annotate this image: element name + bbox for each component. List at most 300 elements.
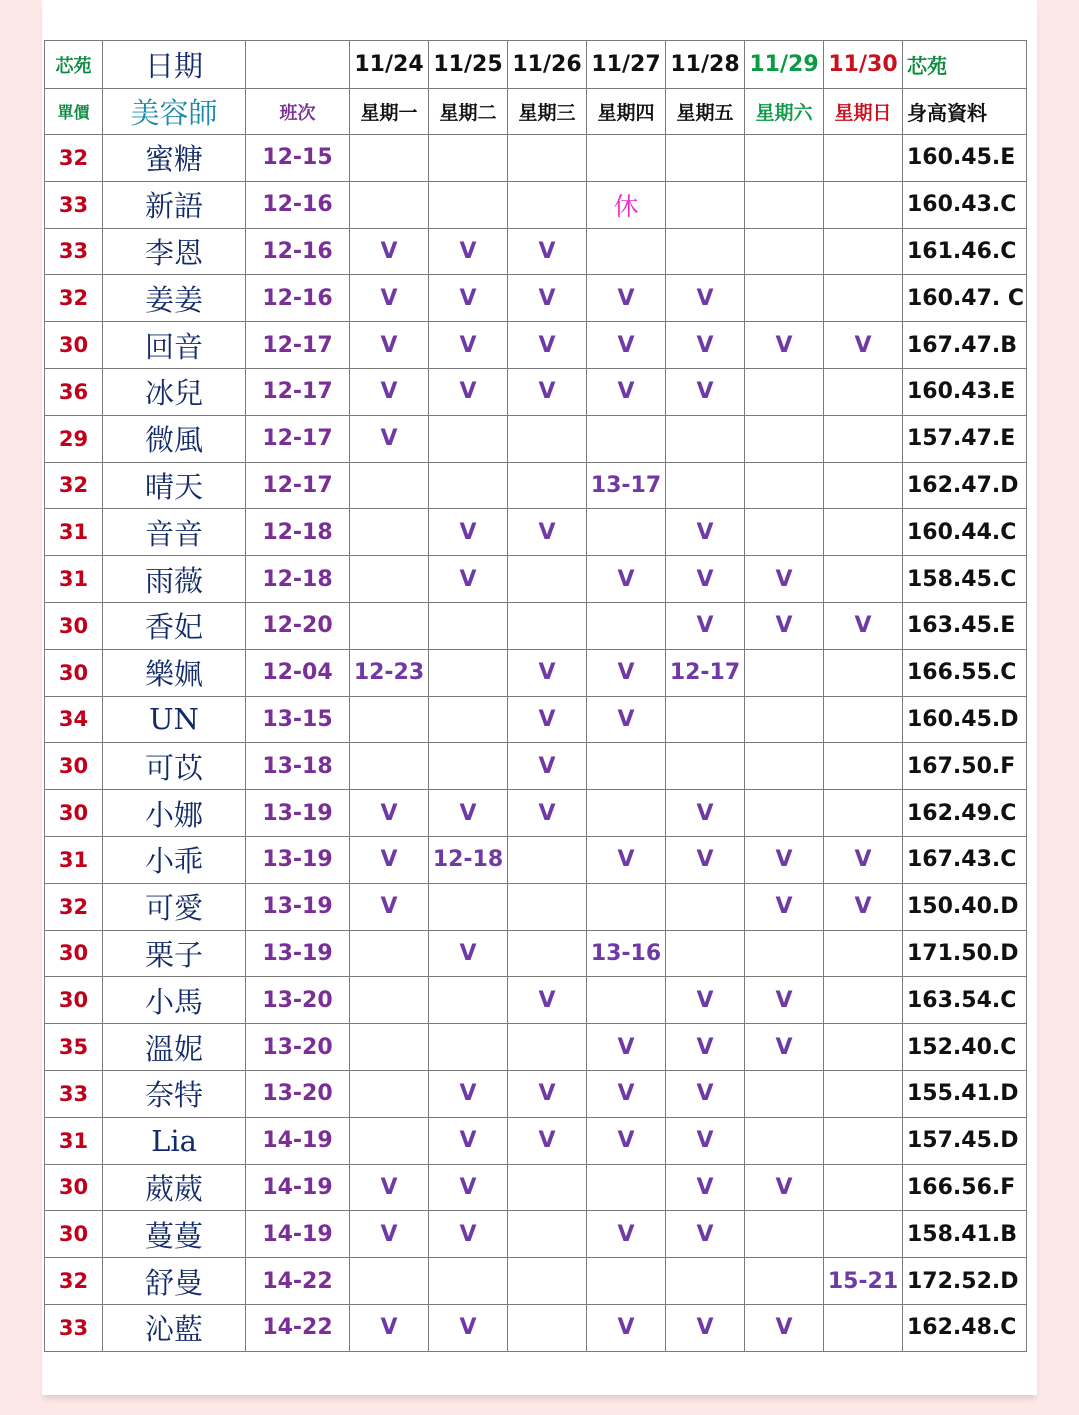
- day-cell-0: V: [350, 790, 429, 837]
- beautician-name-cell: 蔓蔓: [103, 1211, 246, 1258]
- date-header-2: 11/26: [508, 41, 587, 89]
- shift-cell: 12-17: [246, 368, 350, 415]
- day-cell-1: V: [429, 1117, 508, 1164]
- day-cell-4: [666, 883, 745, 930]
- shift-cell: 14-19: [246, 1117, 350, 1164]
- shift-cell: 13-19: [246, 790, 350, 837]
- day-cell-6: [824, 1164, 903, 1211]
- profile-label: 身高資料: [903, 89, 1027, 135]
- day-cell-0: V: [350, 322, 429, 369]
- beautician-name-cell: 可苡: [103, 743, 246, 790]
- day-cell-4: V: [666, 1164, 745, 1211]
- beautician-name-cell: 新語: [103, 181, 246, 228]
- shift-cell: 12-17: [246, 415, 350, 462]
- day-cell-1: [429, 602, 508, 649]
- day-cell-5: V: [745, 1164, 824, 1211]
- day-cell-5: V: [745, 883, 824, 930]
- day-cell-1: [429, 1258, 508, 1305]
- day-cell-4: [666, 930, 745, 977]
- unit-price-cell: 30: [45, 1211, 103, 1258]
- profile-cell: 172.52.D: [903, 1258, 1027, 1305]
- table-row: [45, 415, 1027, 462]
- day-cell-3: [587, 602, 666, 649]
- weekday-header-5: 星期六: [745, 89, 824, 135]
- day-cell-2: [508, 415, 587, 462]
- day-cell-2: V: [508, 509, 587, 556]
- unit-price-cell: 32: [45, 135, 103, 182]
- unit-price-cell: 32: [45, 275, 103, 322]
- day-cell-4: V: [666, 556, 745, 603]
- profile-cell: 152.40.C: [903, 1024, 1027, 1071]
- shift-cell: 13-19: [246, 883, 350, 930]
- beautician-name-cell: 李恩: [103, 228, 246, 275]
- brand-label-right: 芯苑: [903, 41, 1027, 89]
- profile-cell: 158.45.C: [903, 556, 1027, 603]
- day-cell-2: V: [508, 790, 587, 837]
- beautician-name-cell: 栗子: [103, 930, 246, 977]
- date-label: 日期: [103, 41, 246, 89]
- shift-cell: 13-19: [246, 930, 350, 977]
- table-row: [45, 743, 1027, 790]
- day-cell-6: [824, 556, 903, 603]
- day-cell-5: [745, 1117, 824, 1164]
- day-cell-0: [350, 930, 429, 977]
- shift-cell: 13-20: [246, 977, 350, 1024]
- shift-cell: 12-16: [246, 228, 350, 275]
- day-cell-2: V: [508, 368, 587, 415]
- table-row: [45, 1070, 1027, 1117]
- table-row: [45, 181, 1027, 228]
- shift-cell: 12-17: [246, 322, 350, 369]
- schedule-table: [44, 40, 1027, 1352]
- table-row: [45, 1258, 1027, 1305]
- day-cell-5: [745, 1070, 824, 1117]
- table-row: [45, 1164, 1027, 1211]
- day-cell-6: [824, 977, 903, 1024]
- shift-cell: 13-19: [246, 836, 350, 883]
- day-cell-3: V: [587, 368, 666, 415]
- day-cell-5: [745, 649, 824, 696]
- empty-header-cell: [246, 41, 350, 89]
- day-cell-2: [508, 1164, 587, 1211]
- day-cell-3: [587, 228, 666, 275]
- day-cell-4: [666, 696, 745, 743]
- beautician-name-cell: 微風: [103, 415, 246, 462]
- shift-cell: 13-18: [246, 743, 350, 790]
- unit-price-cell: 30: [45, 1164, 103, 1211]
- day-cell-0: V: [350, 883, 429, 930]
- shift-cell: 14-22: [246, 1258, 350, 1305]
- day-cell-3: [587, 1258, 666, 1305]
- unit-price-cell: 31: [45, 1117, 103, 1164]
- profile-cell: 161.46.C: [903, 228, 1027, 275]
- shift-label: 班次: [246, 89, 350, 135]
- day-cell-0: [350, 1024, 429, 1071]
- date-header-0: 11/24: [350, 41, 429, 89]
- day-cell-1: [429, 1024, 508, 1071]
- date-header-4: 11/28: [666, 41, 745, 89]
- day-cell-5: V: [745, 322, 824, 369]
- day-cell-5: V: [745, 1304, 824, 1351]
- unit-price-cell: 30: [45, 930, 103, 977]
- profile-cell: 162.47.D: [903, 462, 1027, 509]
- day-cell-0: [350, 556, 429, 603]
- profile-cell: 157.47.E: [903, 415, 1027, 462]
- day-cell-5: [745, 509, 824, 556]
- day-cell-2: [508, 930, 587, 977]
- date-header-5: 11/29: [745, 41, 824, 89]
- day-cell-1: V: [429, 228, 508, 275]
- day-cell-3: V: [587, 836, 666, 883]
- unit-price-cell: 36: [45, 368, 103, 415]
- table-row: [45, 649, 1027, 696]
- day-cell-3: 休: [587, 181, 666, 228]
- weekday-header-1: 星期二: [429, 89, 508, 135]
- day-cell-2: V: [508, 275, 587, 322]
- profile-cell: 155.41.D: [903, 1070, 1027, 1117]
- day-cell-6: [824, 181, 903, 228]
- profile-cell: 167.43.C: [903, 836, 1027, 883]
- beautician-name-cell: 音音: [103, 509, 246, 556]
- day-cell-6: [824, 790, 903, 837]
- weekday-header-3: 星期四: [587, 89, 666, 135]
- unit-price-cell: 33: [45, 228, 103, 275]
- day-cell-4: V: [666, 322, 745, 369]
- beautician-name-cell: 沁藍: [103, 1304, 246, 1351]
- day-cell-1: V: [429, 1070, 508, 1117]
- day-cell-2: [508, 883, 587, 930]
- day-cell-6: [824, 368, 903, 415]
- day-cell-4: V: [666, 275, 745, 322]
- unit-price-cell: 30: [45, 743, 103, 790]
- day-cell-6: [824, 696, 903, 743]
- day-cell-6: [824, 275, 903, 322]
- day-cell-5: [745, 415, 824, 462]
- day-cell-4: [666, 181, 745, 228]
- day-cell-0: [350, 1117, 429, 1164]
- day-cell-6: [824, 462, 903, 509]
- beautician-name-cell: 冰兒: [103, 368, 246, 415]
- day-cell-6: [824, 1211, 903, 1258]
- day-cell-5: [745, 790, 824, 837]
- day-cell-5: [745, 696, 824, 743]
- day-cell-2: V: [508, 743, 587, 790]
- day-cell-6: 15-21: [824, 1258, 903, 1305]
- day-cell-0: [350, 462, 429, 509]
- day-cell-6: [824, 1117, 903, 1164]
- unit-price-cell: 32: [45, 462, 103, 509]
- day-cell-0: [350, 602, 429, 649]
- table-row: [45, 1211, 1027, 1258]
- date-header-1: 11/25: [429, 41, 508, 89]
- date-header-6: 11/30: [824, 41, 903, 89]
- day-cell-1: V: [429, 275, 508, 322]
- day-cell-0: [350, 1258, 429, 1305]
- day-cell-4: [666, 743, 745, 790]
- table-row: [45, 1024, 1027, 1071]
- header-row-weekdays: [45, 89, 1027, 135]
- day-cell-1: [429, 977, 508, 1024]
- table-row: [45, 556, 1027, 603]
- beautician-name-cell: Lia: [103, 1117, 246, 1164]
- day-cell-3: V: [587, 696, 666, 743]
- day-cell-6: [824, 743, 903, 790]
- shift-cell: 13-15: [246, 696, 350, 743]
- day-cell-1: V: [429, 1304, 508, 1351]
- beautician-name-cell: 舒曼: [103, 1258, 246, 1305]
- unit-price-cell: 30: [45, 649, 103, 696]
- table-row: [45, 602, 1027, 649]
- day-cell-3: V: [587, 275, 666, 322]
- profile-cell: 163.45.E: [903, 602, 1027, 649]
- day-cell-0: V: [350, 836, 429, 883]
- day-cell-4: [666, 135, 745, 182]
- day-cell-4: V: [666, 790, 745, 837]
- beautician-name-cell: 姜姜: [103, 275, 246, 322]
- day-cell-2: V: [508, 1117, 587, 1164]
- day-cell-6: [824, 228, 903, 275]
- beautician-name-cell: 香妃: [103, 602, 246, 649]
- day-cell-0: V: [350, 1211, 429, 1258]
- day-cell-5: [745, 135, 824, 182]
- table-row: [45, 509, 1027, 556]
- profile-cell: 160.45.E: [903, 135, 1027, 182]
- unit-price-cell: 33: [45, 181, 103, 228]
- profile-cell: 166.55.C: [903, 649, 1027, 696]
- shift-cell: 13-20: [246, 1024, 350, 1071]
- unit-price-label: 單價: [45, 89, 103, 135]
- shift-cell: 12-18: [246, 509, 350, 556]
- brand-label-top: 芯苑: [45, 41, 103, 89]
- day-cell-1: V: [429, 556, 508, 603]
- day-cell-6: [824, 930, 903, 977]
- day-cell-3: V: [587, 1211, 666, 1258]
- day-cell-4: V: [666, 509, 745, 556]
- day-cell-3: 13-17: [587, 462, 666, 509]
- day-cell-0: [350, 977, 429, 1024]
- day-cell-2: [508, 602, 587, 649]
- day-cell-1: [429, 462, 508, 509]
- day-cell-0: V: [350, 415, 429, 462]
- day-cell-1: V: [429, 322, 508, 369]
- table-row: [45, 322, 1027, 369]
- day-cell-3: [587, 135, 666, 182]
- day-cell-5: [745, 743, 824, 790]
- day-cell-4: V: [666, 836, 745, 883]
- beautician-name-cell: 可愛: [103, 883, 246, 930]
- beautician-name-cell: 溫妮: [103, 1024, 246, 1071]
- day-cell-5: V: [745, 602, 824, 649]
- day-cell-1: V: [429, 368, 508, 415]
- day-cell-1: [429, 649, 508, 696]
- day-cell-0: 12-23: [350, 649, 429, 696]
- unit-price-cell: 30: [45, 790, 103, 837]
- day-cell-1: [429, 415, 508, 462]
- profile-cell: 167.50.F: [903, 743, 1027, 790]
- day-cell-4: [666, 415, 745, 462]
- beautician-name-cell: 晴天: [103, 462, 246, 509]
- day-cell-5: V: [745, 836, 824, 883]
- profile-cell: 166.56.F: [903, 1164, 1027, 1211]
- day-cell-2: [508, 135, 587, 182]
- day-cell-2: [508, 1024, 587, 1071]
- day-cell-5: [745, 368, 824, 415]
- day-cell-0: V: [350, 1304, 429, 1351]
- profile-cell: 160.47. C: [903, 275, 1027, 322]
- day-cell-2: V: [508, 228, 587, 275]
- table-row: [45, 1304, 1027, 1351]
- day-cell-4: V: [666, 1211, 745, 1258]
- day-cell-6: [824, 1024, 903, 1071]
- day-cell-3: [587, 790, 666, 837]
- day-cell-3: [587, 1164, 666, 1211]
- day-cell-2: [508, 181, 587, 228]
- table-row: [45, 368, 1027, 415]
- day-cell-5: V: [745, 977, 824, 1024]
- day-cell-5: [745, 228, 824, 275]
- weekday-header-0: 星期一: [350, 89, 429, 135]
- day-cell-1: V: [429, 930, 508, 977]
- day-cell-6: [824, 135, 903, 182]
- day-cell-0: [350, 181, 429, 228]
- unit-price-cell: 29: [45, 415, 103, 462]
- shift-cell: 12-18: [246, 556, 350, 603]
- day-cell-1: [429, 135, 508, 182]
- day-cell-3: V: [587, 556, 666, 603]
- day-cell-6: V: [824, 322, 903, 369]
- shift-cell: 14-22: [246, 1304, 350, 1351]
- day-cell-2: [508, 462, 587, 509]
- day-cell-0: [350, 696, 429, 743]
- day-cell-4: V: [666, 368, 745, 415]
- day-cell-6: V: [824, 883, 903, 930]
- shift-cell: 12-15: [246, 135, 350, 182]
- day-cell-3: V: [587, 1024, 666, 1071]
- day-cell-3: [587, 415, 666, 462]
- day-cell-5: [745, 1211, 824, 1258]
- day-cell-1: V: [429, 790, 508, 837]
- unit-price-cell: 33: [45, 1070, 103, 1117]
- day-cell-6: [824, 649, 903, 696]
- weekday-header-2: 星期三: [508, 89, 587, 135]
- shift-cell: 12-16: [246, 181, 350, 228]
- day-cell-1: [429, 883, 508, 930]
- profile-cell: 157.45.D: [903, 1117, 1027, 1164]
- day-cell-3: 13-16: [587, 930, 666, 977]
- shift-cell: 12-16: [246, 275, 350, 322]
- unit-price-cell: 30: [45, 977, 103, 1024]
- day-cell-0: V: [350, 228, 429, 275]
- day-cell-0: [350, 509, 429, 556]
- day-cell-2: V: [508, 322, 587, 369]
- day-cell-6: V: [824, 602, 903, 649]
- day-cell-5: [745, 275, 824, 322]
- day-cell-4: [666, 462, 745, 509]
- beautician-name-cell: 回音: [103, 322, 246, 369]
- day-cell-3: V: [587, 322, 666, 369]
- beautician-name-cell: 雨薇: [103, 556, 246, 603]
- profile-cell: 158.41.B: [903, 1211, 1027, 1258]
- table-row: [45, 135, 1027, 182]
- header-row-dates: [45, 41, 1027, 89]
- table-row: [45, 930, 1027, 977]
- day-cell-2: V: [508, 696, 587, 743]
- day-cell-1: 12-18: [429, 836, 508, 883]
- day-cell-3: [587, 509, 666, 556]
- shift-cell: 13-20: [246, 1070, 350, 1117]
- profile-cell: 160.43.C: [903, 181, 1027, 228]
- unit-price-cell: 32: [45, 883, 103, 930]
- beautician-name-cell: 葳葳: [103, 1164, 246, 1211]
- beautician-name-cell: 小娜: [103, 790, 246, 837]
- unit-price-cell: 30: [45, 602, 103, 649]
- beautician-label: 美容師: [103, 89, 246, 135]
- shift-cell: 12-17: [246, 462, 350, 509]
- profile-cell: 171.50.D: [903, 930, 1027, 977]
- day-cell-6: [824, 509, 903, 556]
- day-cell-3: [587, 883, 666, 930]
- beautician-name-cell: 樂姵: [103, 649, 246, 696]
- weekday-header-6: 星期日: [824, 89, 903, 135]
- profile-cell: 160.45.D: [903, 696, 1027, 743]
- day-cell-1: V: [429, 1164, 508, 1211]
- shift-cell: 14-19: [246, 1164, 350, 1211]
- day-cell-0: V: [350, 368, 429, 415]
- beautician-name-cell: 小乖: [103, 836, 246, 883]
- day-cell-6: [824, 1070, 903, 1117]
- table-row: [45, 883, 1027, 930]
- weekday-header-4: 星期五: [666, 89, 745, 135]
- day-cell-3: [587, 743, 666, 790]
- beautician-name-cell: UN: [103, 696, 246, 743]
- day-cell-5: [745, 181, 824, 228]
- shift-cell: 14-19: [246, 1211, 350, 1258]
- profile-cell: 167.47.B: [903, 322, 1027, 369]
- day-cell-1: [429, 696, 508, 743]
- profile-cell: 163.54.C: [903, 977, 1027, 1024]
- day-cell-4: [666, 1258, 745, 1305]
- day-cell-5: [745, 462, 824, 509]
- unit-price-cell: 31: [45, 509, 103, 556]
- profile-cell: 162.48.C: [903, 1304, 1027, 1351]
- day-cell-5: [745, 1258, 824, 1305]
- day-cell-6: V: [824, 836, 903, 883]
- profile-cell: 160.44.C: [903, 509, 1027, 556]
- day-cell-4: V: [666, 977, 745, 1024]
- table-row: [45, 228, 1027, 275]
- day-cell-2: [508, 1211, 587, 1258]
- day-cell-3: [587, 977, 666, 1024]
- table-row: [45, 1117, 1027, 1164]
- day-cell-6: [824, 415, 903, 462]
- table-row: [45, 836, 1027, 883]
- day-cell-3: V: [587, 1070, 666, 1117]
- day-cell-0: [350, 743, 429, 790]
- day-cell-5: V: [745, 1024, 824, 1071]
- day-cell-3: V: [587, 1304, 666, 1351]
- profile-cell: 160.43.E: [903, 368, 1027, 415]
- day-cell-3: V: [587, 1117, 666, 1164]
- day-cell-0: V: [350, 275, 429, 322]
- profile-cell: 162.49.C: [903, 790, 1027, 837]
- beautician-name-cell: 蜜糖: [103, 135, 246, 182]
- day-cell-5: V: [745, 556, 824, 603]
- day-cell-2: [508, 556, 587, 603]
- day-cell-0: [350, 1070, 429, 1117]
- day-cell-2: V: [508, 977, 587, 1024]
- day-cell-4: V: [666, 1117, 745, 1164]
- day-cell-2: V: [508, 649, 587, 696]
